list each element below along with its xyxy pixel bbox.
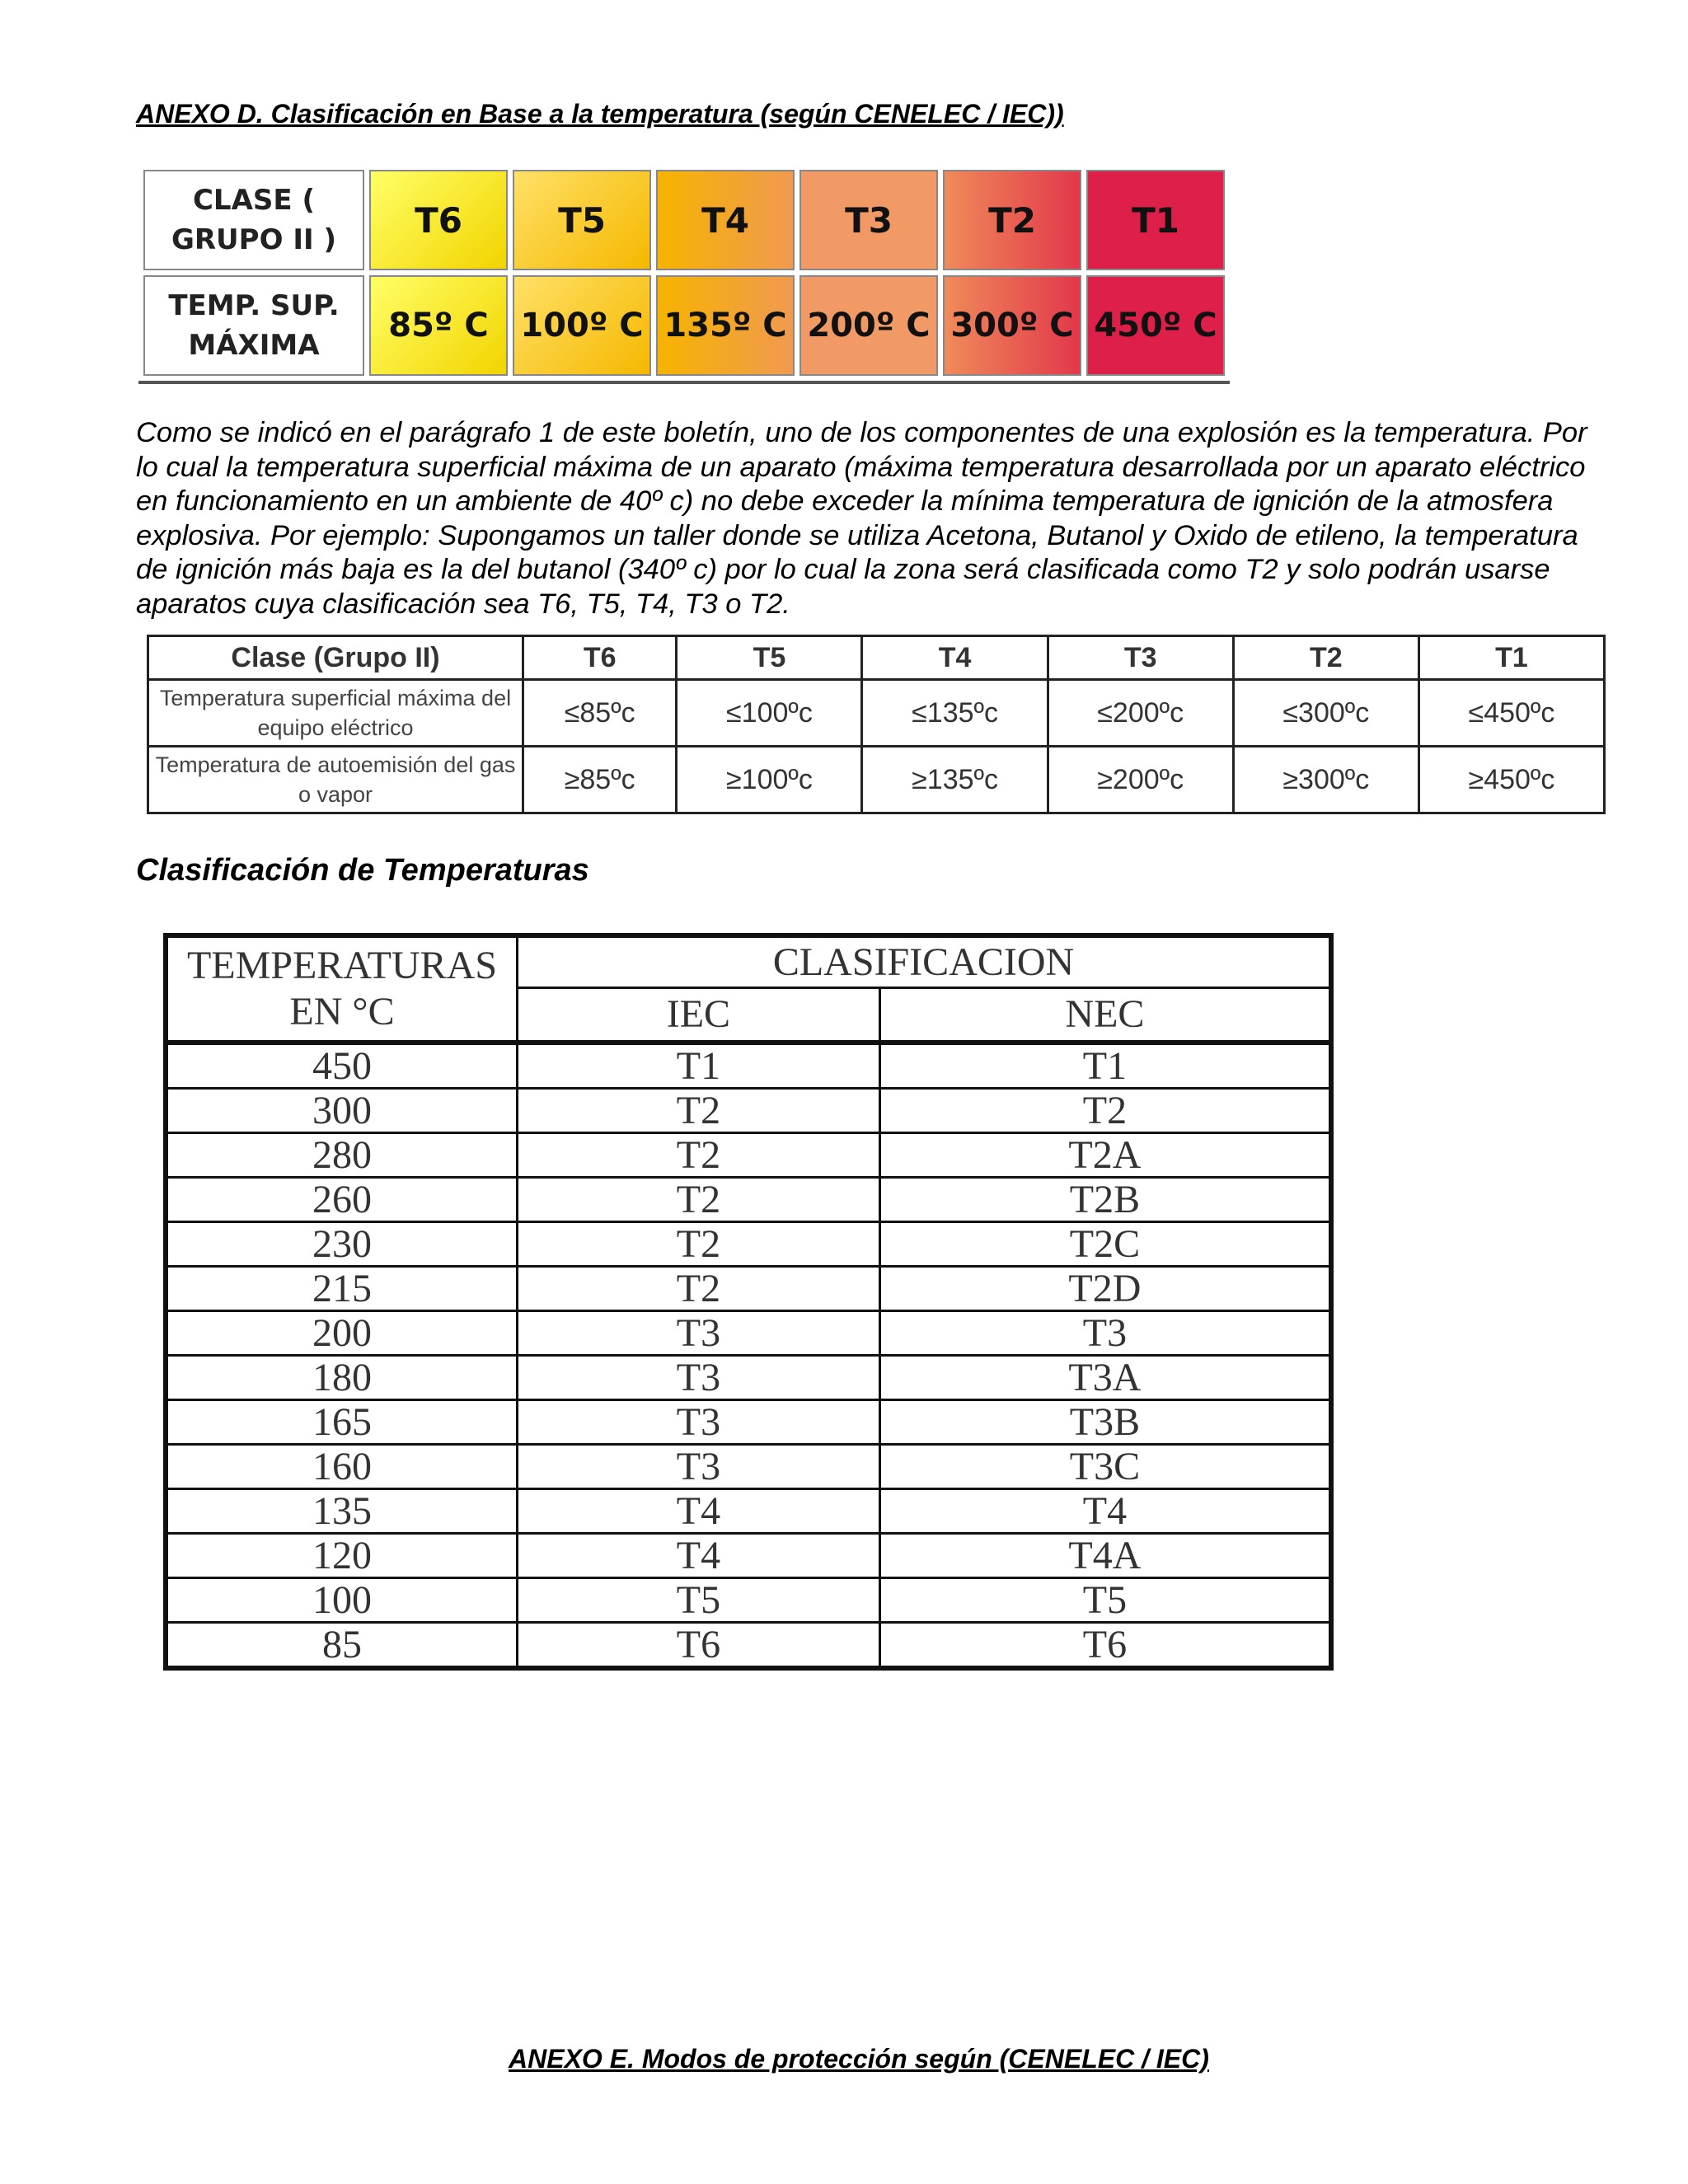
table2-class: T6: [523, 636, 677, 680]
iec-cell: T2: [518, 1267, 880, 1311]
temperature-classification-table: [163, 933, 1334, 1671]
temp-t3: 200º C: [799, 275, 938, 376]
table-row: [166, 1043, 1331, 1089]
table-row: [166, 1267, 1331, 1311]
temp-cell: 200: [166, 1311, 518, 1356]
table-row: [166, 1534, 1331, 1578]
row2-value: ≥450ºc: [1418, 747, 1604, 813]
nec-cell: T3C: [879, 1445, 1331, 1489]
row2-value: ≥85ºc: [523, 747, 677, 813]
iec-cell: T6: [518, 1623, 880, 1669]
temperature-class-color-table: [138, 165, 1230, 384]
row1-value: ≤200ºc: [1048, 680, 1233, 747]
temp-label: TEMP. SUP. MÁXIMA: [143, 275, 364, 376]
class-t6: T6: [369, 170, 508, 270]
class-label: CLASE ( GRUPO II ): [143, 170, 364, 270]
nec-cell: T5: [879, 1578, 1331, 1623]
class-temperature-table: [147, 635, 1606, 814]
nec-cell: T2B: [879, 1178, 1331, 1222]
iec-cell: T2: [518, 1178, 880, 1222]
row1-value: ≤100ºc: [677, 680, 862, 747]
temp-cell: 180: [166, 1356, 518, 1400]
row2-value: ≥200ºc: [1048, 747, 1233, 813]
iec-cell: T3: [518, 1356, 880, 1400]
section-title: Clasificación de Temperaturas: [136, 853, 589, 888]
table2-class: T1: [1418, 636, 1604, 680]
temp-t2: 300º C: [943, 275, 1081, 376]
temp-cell: 230: [166, 1222, 518, 1267]
table-row: [166, 1178, 1331, 1222]
annex-d-title: ANEXO D. Clasificación en Base a la temperatura (según CENELEC / IEC)): [136, 99, 1064, 129]
class-t3: T3: [799, 170, 938, 270]
col-iec-header: IEC: [518, 987, 880, 1043]
iec-cell: T5: [518, 1578, 880, 1623]
nec-cell: T2C: [879, 1222, 1331, 1267]
table2-class: T3: [1048, 636, 1233, 680]
temp-cell: 120: [166, 1534, 518, 1578]
iec-cell: T3: [518, 1400, 880, 1445]
table-row: [166, 1489, 1331, 1534]
nec-cell: T3B: [879, 1400, 1331, 1445]
row1-value: ≤135ºc: [862, 680, 1048, 747]
table-row: [166, 1445, 1331, 1489]
iec-cell: T3: [518, 1311, 880, 1356]
temp-cell: 300: [166, 1089, 518, 1133]
table2-header-label: Clase (Grupo II): [148, 636, 523, 680]
nec-cell: T4A: [879, 1534, 1331, 1578]
temp-t4: 135º C: [656, 275, 795, 376]
temp-t6: 85º C: [369, 275, 508, 376]
row2-value: ≥135ºc: [862, 747, 1048, 813]
table-row: [148, 747, 1605, 813]
table-row: [166, 1623, 1331, 1669]
class-t2: T2: [943, 170, 1081, 270]
iec-cell: T2: [518, 1222, 880, 1267]
temp-cell: 135: [166, 1489, 518, 1534]
iec-cell: T4: [518, 1534, 880, 1578]
temp-cell: 215: [166, 1267, 518, 1311]
temp-t5: 100º C: [513, 275, 651, 376]
col-class-header: CLASIFICACION: [518, 935, 1332, 987]
table-row: [166, 1356, 1331, 1400]
temp-cell: 85: [166, 1623, 518, 1669]
table2-class: T4: [862, 636, 1048, 680]
row2-value: ≥100ºc: [677, 747, 862, 813]
col-temp-header: TEMPERATURAS EN °C: [166, 935, 518, 1043]
iec-cell: T2: [518, 1133, 880, 1178]
iec-cell: T1: [518, 1043, 880, 1089]
table-row: [166, 1133, 1331, 1178]
nec-cell: T2D: [879, 1267, 1331, 1311]
temp-cell: 450: [166, 1043, 518, 1089]
class-t4: T4: [656, 170, 795, 270]
iec-cell: T2: [518, 1089, 880, 1133]
row2-label: Temperatura de autoemisión del gas o vapor: [148, 747, 523, 813]
class-t1: T1: [1086, 170, 1225, 270]
nec-cell: T2: [879, 1089, 1331, 1133]
nec-cell: T4: [879, 1489, 1331, 1534]
explanation-paragraph: Como se indicó en el parágrafo 1 de este boletín, uno de los componentes de una explosión es la temperatura. Por lo cual la temperatura superficial máxima de un aparato (máxima temperatura desarrollada por un aparato eléctrico en funcionamiento en un ambiente de 40º c) no debe exceder la mínima temperatura de ignición de la atmosfera explosiva. Por ejemplo: Supongamos un taller donde se utiliza Acetona, Butanol y Oxido de etileno, la temperatura de ignición más baja es la del butanol (340º c) por lo cual la zona será clasificada como T2 y solo podrán usarse aparatos cuya clasificación sea T6, T5, T4, T3 o T2.: [136, 417, 1587, 620]
temp-cell: 100: [166, 1578, 518, 1623]
table-row: [166, 1400, 1331, 1445]
table2-class: T2: [1233, 636, 1418, 680]
nec-cell: T6: [879, 1623, 1331, 1669]
annex-e-title: ANEXO E. Modos de protección según (CENELEC / IEC): [509, 2044, 1209, 2074]
row2-value: ≥300ºc: [1233, 747, 1418, 813]
table-row: [166, 1089, 1331, 1133]
nec-cell: T1: [879, 1043, 1331, 1089]
temp-t1: 450º C: [1086, 275, 1225, 376]
temp-cell: 280: [166, 1133, 518, 1178]
table-row: [166, 1311, 1331, 1356]
temp-cell: 260: [166, 1178, 518, 1222]
row1-value: ≤300ºc: [1233, 680, 1418, 747]
nec-cell: T3: [879, 1311, 1331, 1356]
row1-value: ≤450ºc: [1418, 680, 1604, 747]
class-t5: T5: [513, 170, 651, 270]
table-row: [166, 1222, 1331, 1267]
nec-cell: T2A: [879, 1133, 1331, 1178]
temp-cell: 160: [166, 1445, 518, 1489]
table-row: [166, 1578, 1331, 1623]
iec-cell: T4: [518, 1489, 880, 1534]
row1-value: ≤85ºc: [523, 680, 677, 747]
nec-cell: T3A: [879, 1356, 1331, 1400]
col-nec-header: NEC: [879, 987, 1331, 1043]
table2-class: T5: [677, 636, 862, 680]
table-row: [148, 680, 1605, 747]
iec-cell: T3: [518, 1445, 880, 1489]
temp-cell: 165: [166, 1400, 518, 1445]
row1-label: Temperatura superficial máxima del equipo eléctrico: [148, 680, 523, 747]
